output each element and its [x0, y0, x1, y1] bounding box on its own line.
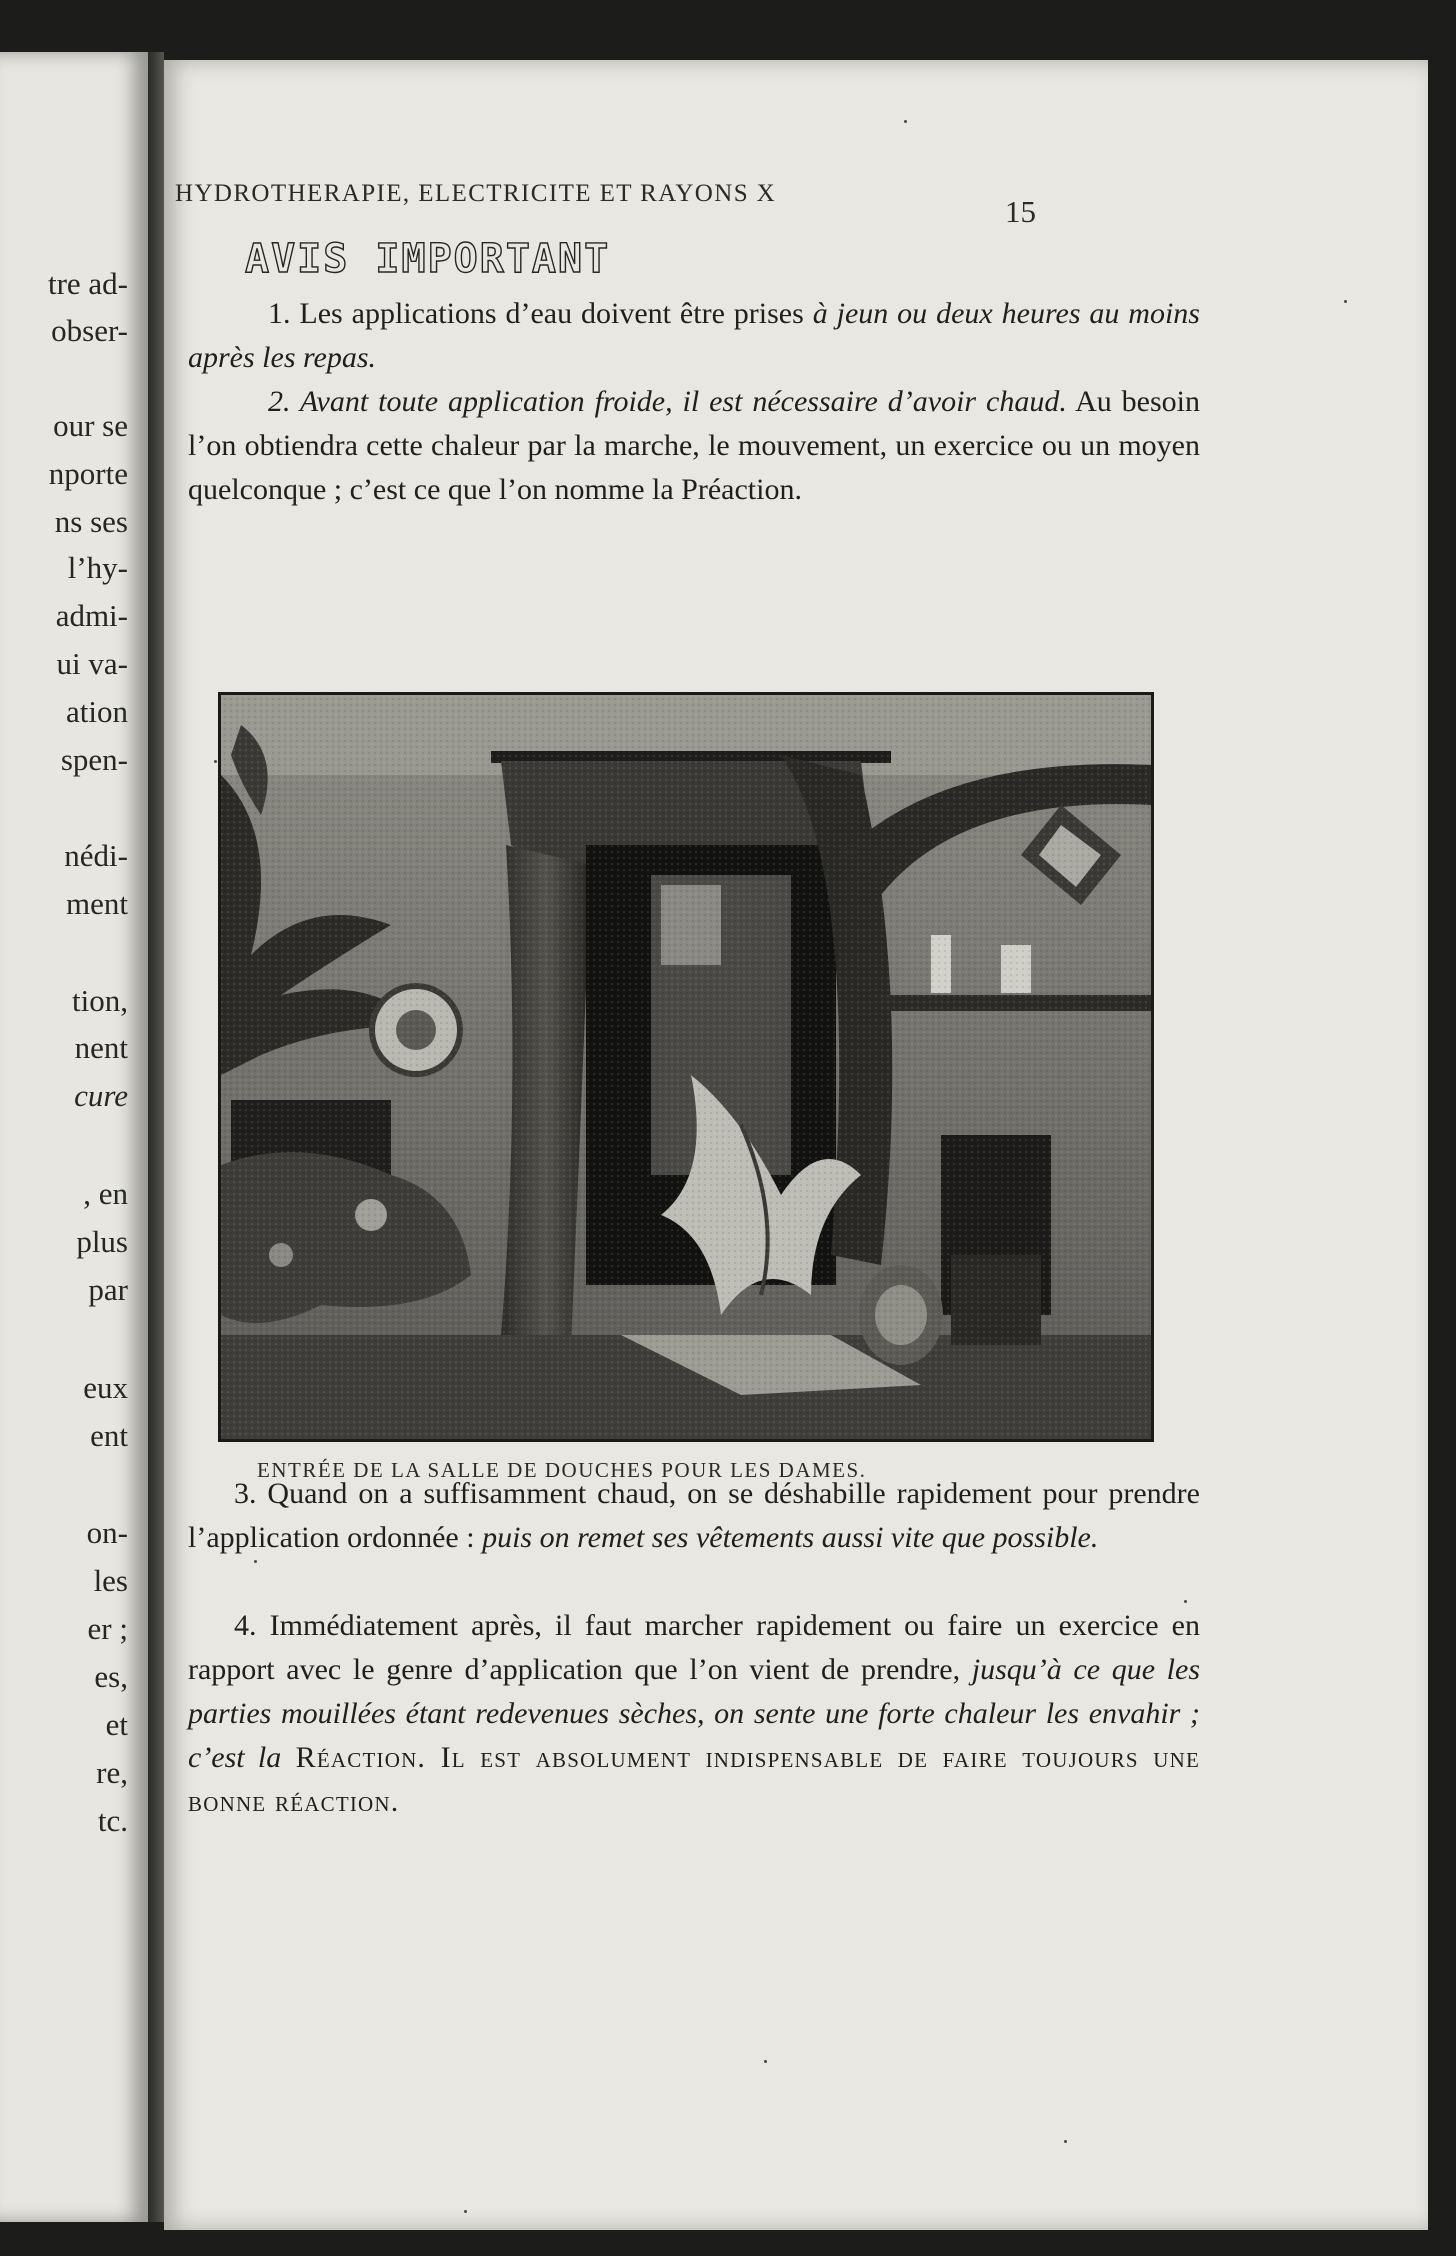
previous-page-fragment: nporte — [48, 456, 128, 491]
paper-speck — [904, 120, 907, 123]
previous-page-fragment: plus — [76, 1224, 128, 1259]
paragraph-1-italic: à jeun ou deux heures au moins après les repas. — [188, 297, 1200, 374]
previous-page-fragment: cure — [74, 1078, 128, 1113]
previous-page-fragment: ui va- — [56, 646, 128, 681]
previous-page-fragment: tc. — [97, 1803, 128, 1838]
previous-page-fragment: par — [88, 1272, 128, 1307]
paper-speck — [254, 1560, 257, 1563]
figure-caption: ENTRÉE DE LA SALLE DE DOUCHES POUR LES DAMES. — [257, 1458, 867, 1482]
previous-page-fragment: our se — [53, 408, 128, 443]
previous-page-fragment: spen- — [60, 742, 128, 777]
interior-photograph — [218, 692, 1154, 1442]
paper-speck — [1184, 1600, 1187, 1603]
previous-page-fragment: on- — [86, 1515, 128, 1550]
photo-illustration — [221, 695, 1151, 1439]
previous-page-fragment: tre ad- — [47, 266, 128, 301]
paper-speck — [464, 2210, 467, 2213]
previous-page-fragment: ment — [66, 886, 128, 921]
previous-page-fragment: eux — [83, 1370, 128, 1405]
previous-page-edge — [0, 52, 152, 2222]
paragraph-4-italic: jusqu’à ce que les parties mouillées étant redevenues sèches, on sente une forte chaleur les envahir ; c’est la — [188, 1653, 1200, 1774]
previous-page-fragment: re, — [96, 1755, 128, 1790]
paragraph-1-text: 1. Les applications d’eau doivent être prises — [268, 297, 813, 330]
book-gutter — [148, 52, 164, 2222]
previous-page-fragment: ation — [66, 694, 128, 729]
paragraph-4-text: 4. Immédiatement après, il faut marcher rapidement ou faire un exercice en rapport avec le genre d’application que l’on vient de prendre, — [188, 1609, 1200, 1686]
previous-page-fragment: ent — [90, 1418, 128, 1453]
previous-page-fragment: obser- — [51, 313, 128, 348]
paper-speck — [1064, 2140, 1067, 2143]
previous-page-fragment: admi- — [55, 598, 128, 633]
previous-page-fragment: er ; — [87, 1611, 128, 1646]
page-title: AVIS IMPORTANT — [245, 236, 611, 282]
paragraph-4-small-caps: Réaction. Il est absolument indispensable de faire toujours une bonne réaction. — [188, 1741, 1200, 1818]
paragraph-2 — [188, 380, 1200, 512]
paragraph-3 — [188, 1472, 1200, 1560]
page-number: 15 — [1005, 194, 1036, 229]
paragraph-3-italic: puis on remet ses vêtements aussi vite que possible. — [482, 1521, 1099, 1554]
paper-speck — [1344, 300, 1347, 303]
previous-page-fragment: nédi- — [64, 838, 128, 873]
previous-page-fragment: nent — [74, 1030, 128, 1065]
previous-page-fragment: , en — [83, 1176, 128, 1211]
previous-page-fragment: ns ses — [54, 504, 128, 539]
previous-page-fragment: et — [105, 1707, 128, 1742]
previous-page-fragment: tion, — [72, 983, 128, 1018]
previous-page-fragment: les — [93, 1563, 128, 1598]
running-header: HYDROTHERAPIE, ELECTRICITE ET RAYONS X — [175, 180, 777, 207]
previous-page-fragment: es, — [94, 1659, 128, 1694]
paragraph-4 — [188, 1604, 1200, 1824]
paper-speck — [214, 760, 217, 763]
paper-speck — [764, 2060, 767, 2063]
paragraph-1 — [188, 292, 1200, 380]
previous-page-fragment: l’hy- — [67, 550, 128, 585]
paragraph-3-text: 3. Quand on a suffisamment chaud, on se déshabille rapidement pour prendre l’application ordonnée : — [188, 1477, 1200, 1554]
paragraph-2-italic: 2. Avant toute application froide, il est nécessaire d’avoir chaud. — [268, 385, 1067, 418]
paragraph-2-text: Au besoin l’on obtiendra cette chaleur par la marche, le mouvement, un exercice ou un moyen quelconque ; c’est ce que l’on nomme la Préaction. — [188, 385, 1200, 506]
